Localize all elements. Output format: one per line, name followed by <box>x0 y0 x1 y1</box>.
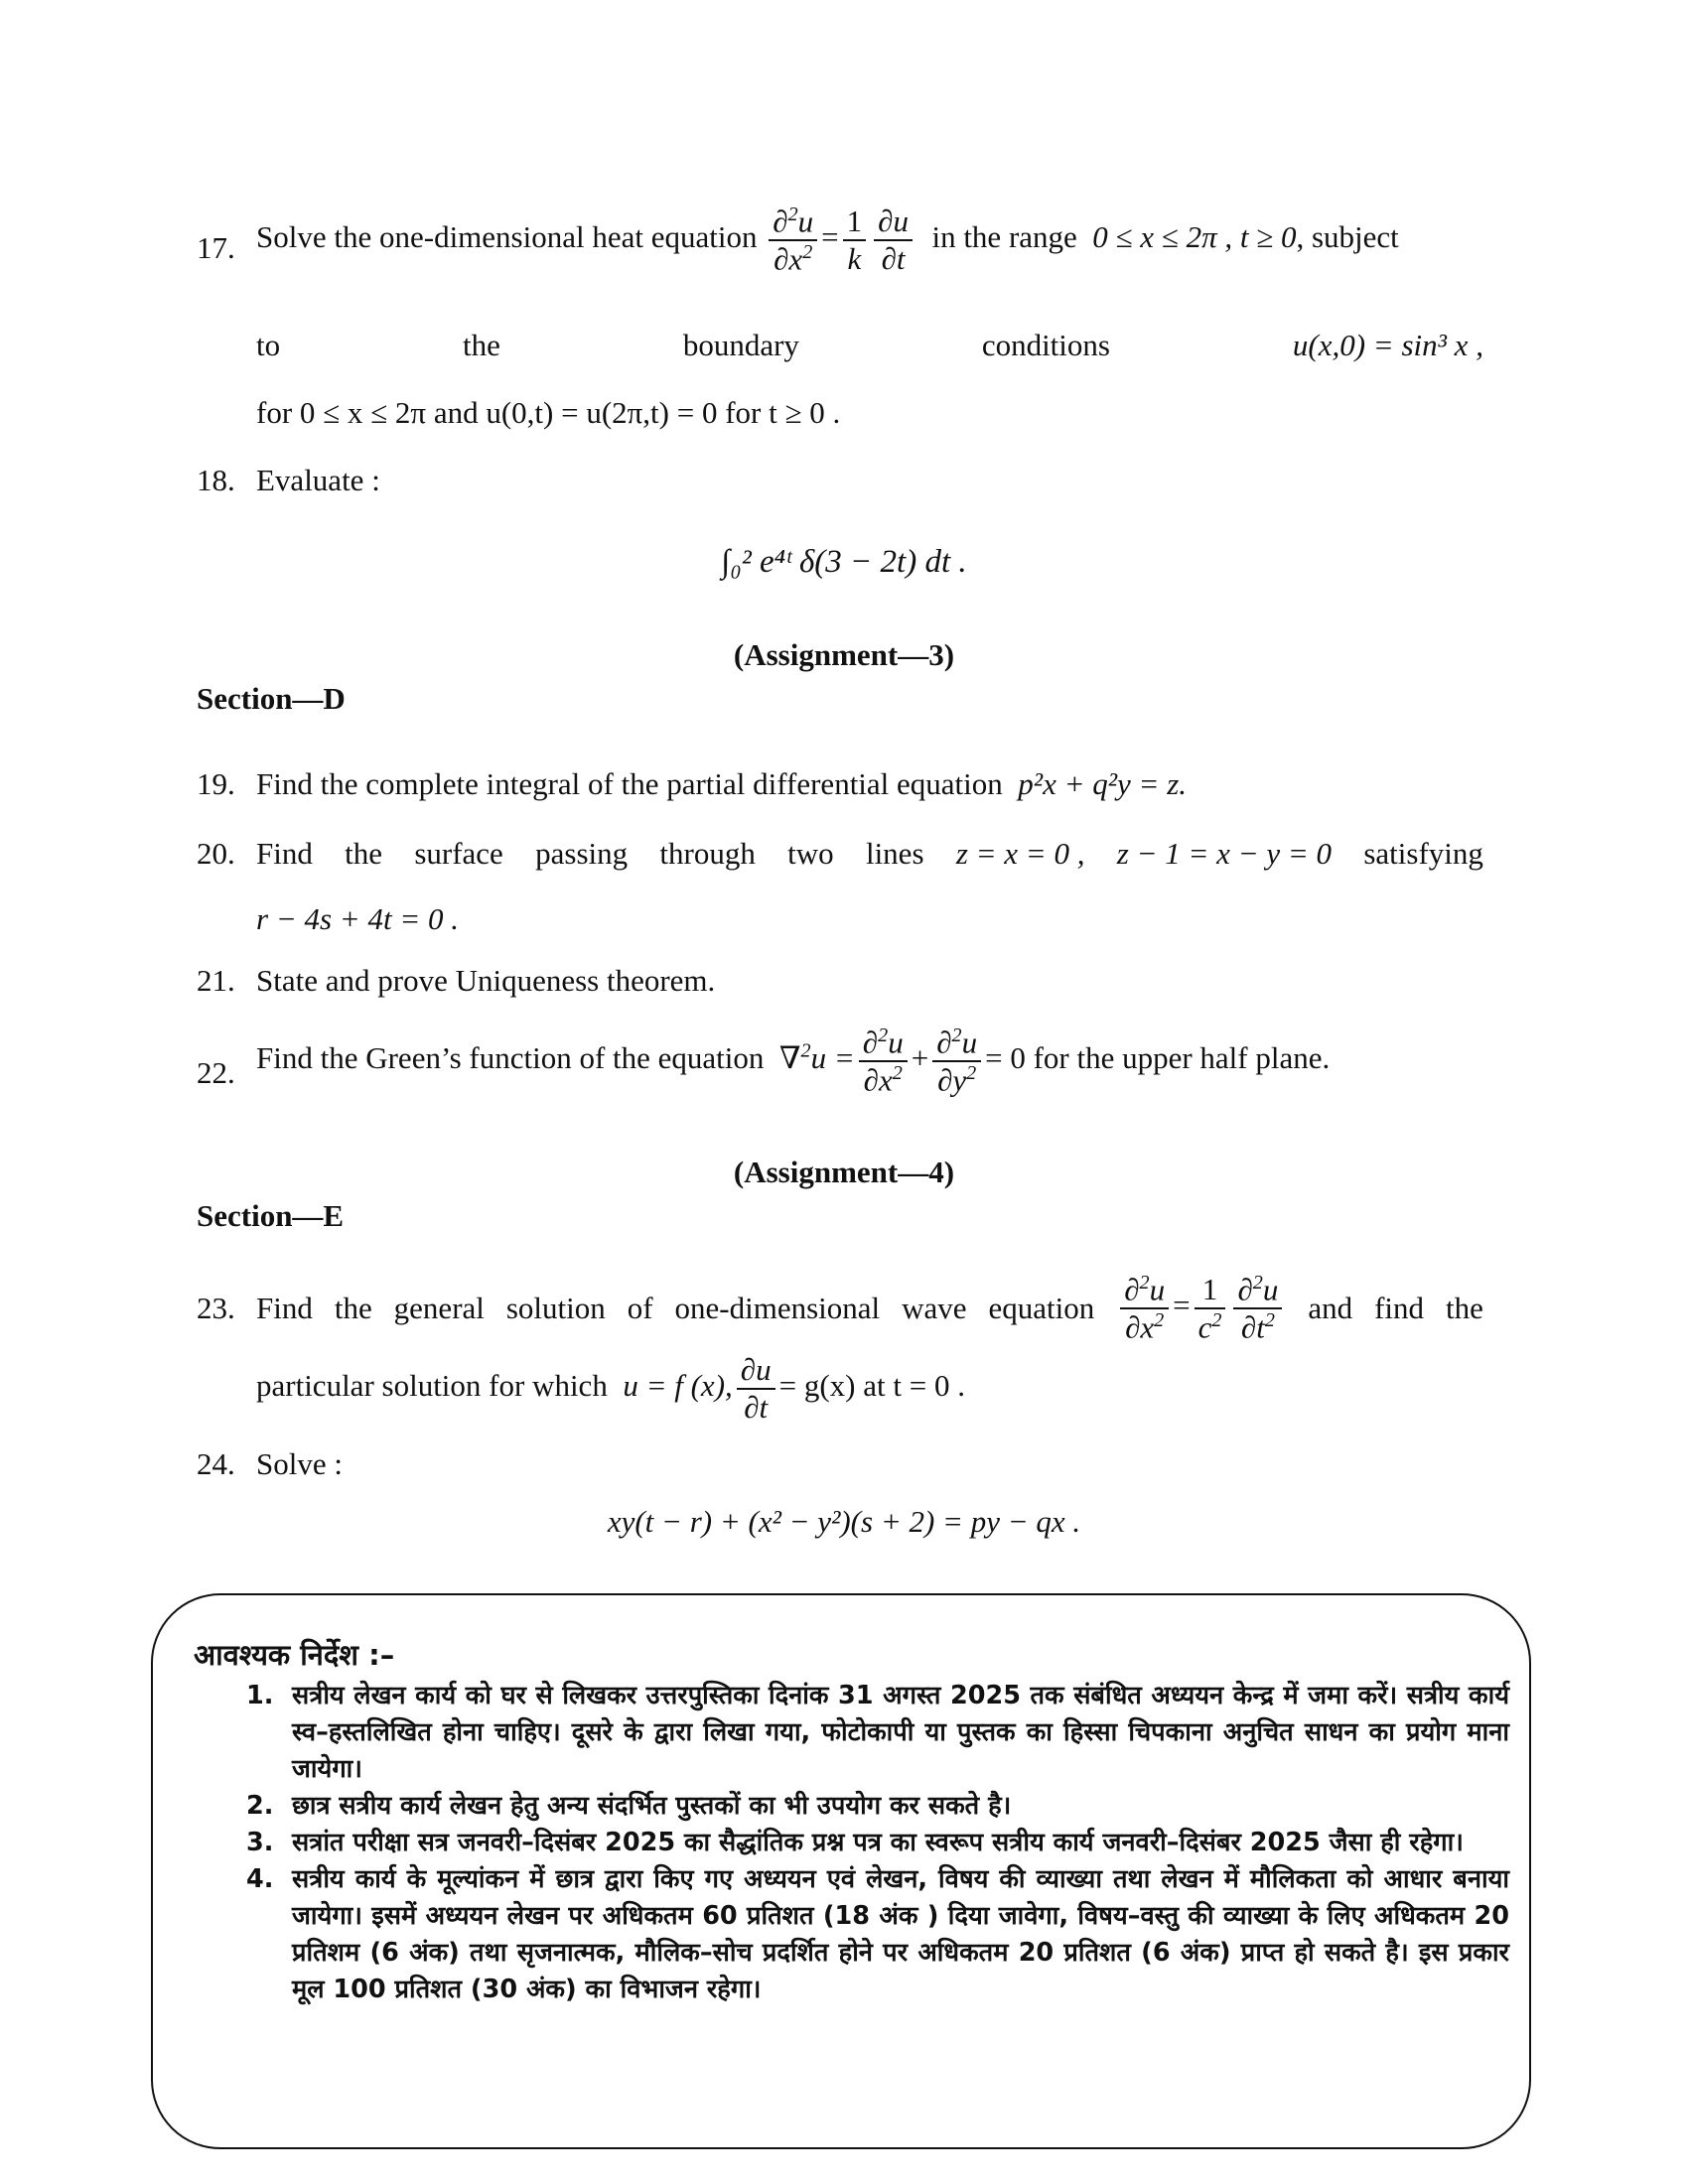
q24-lead: Solve : <box>256 1446 343 1481</box>
section-d-heading: Section—D <box>197 681 346 716</box>
q17-word: boundary <box>682 328 799 362</box>
instruction-item: 2. छात्र सत्रीय कार्य लेखन हेतु अन्य संदर्भित पुस्तकों का भी उपयोग कर सकते है। <box>246 1791 1012 1821</box>
instruction-item: 4. सत्रीय कार्य के मूल्यांकन में छात्र द्वारा किए गए अध्ययन एवं लेखन, विषय की व्याख्या तथा लेखन में मौलिकता को आधार बनाया जायेगा। इसमें अध्ययन लेखन पर अधिकतम 60 प्रतिशत (18 अंक ) दिया जावेगा, विषय–वस्तु की व्याख्या के लिए अधिकतम 20 प्रतिशम (6 अंक) तथा सृजनात्मक, मौलिक–सोच प्रदर्शित होने पर अधिकतम 20 प्रतिशत (6 अंक) प्राप्त हो सकते है। इस प्रकार मूल 100 प्रतिशत (30 अंक) का विभाजन रहेगा। <box>246 1864 1509 2004</box>
assignment4-title: (Assignment—4) <box>733 1155 955 1189</box>
q17-lhs-fraction: $\frac{\partial^2u}{\partial x^2}$ <box>769 204 817 277</box>
instruction-item: 3. सत्रांत परीक्षा सत्र जनवरी–दिसंबर 2025 का सैद्धांतिक प्रश्न पत्र का स्वरूप सत्रीय कार्य जनवरी–दिसंबर 2025 जैसा ही रहेगा। <box>246 1828 1464 1857</box>
q20-word: surface <box>414 836 503 871</box>
q17-word: to <box>256 328 281 362</box>
q23-word: one-dimensional <box>674 1291 881 1325</box>
q20-word: the <box>345 836 383 871</box>
q23-word: solution <box>505 1291 606 1325</box>
q17-lead: Solve the one-dimensional heat equation <box>256 219 758 255</box>
section-e-heading: Section—E <box>197 1198 345 1233</box>
q23-word: Find <box>256 1291 313 1325</box>
q23-line2-lead: particular solution for which <box>256 1367 608 1403</box>
q21-text: State and prove Uniqueness theorem. <box>256 963 716 998</box>
q23-word: and <box>1308 1291 1353 1325</box>
q23-word: of <box>627 1291 653 1325</box>
q23-line1 <box>256 1259 1483 1358</box>
q17-word: the <box>463 328 500 362</box>
q20-number: 20. <box>197 836 235 871</box>
q17-rhs-fraction: $\frac{1}{k}$ <box>843 204 867 276</box>
q19-text: Find the complete integral of the partial differential equation <box>256 766 1003 801</box>
assignment3-title: (Assignment—3) <box>733 637 955 672</box>
q20-line1 <box>256 836 1483 872</box>
q20-line-eq-1: z = x = 0 , <box>955 836 1085 871</box>
q23-line2: particular solution for which u = f (x), $\frac{\partial u}{\partial t}$ = g(x) at t = 0 . <box>256 1352 965 1425</box>
q18-lead: Evaluate : <box>256 463 380 497</box>
q22-line: Find the Green’s function of the equation ∇$^2$u = $\frac{\partial^2u}{\partial x^2}$ + $\frac{\partial^2u}{\partial y^2}$ = 0 for the upper half plane. <box>256 1024 1331 1098</box>
q23-word: the <box>1445 1291 1483 1325</box>
q18-number: 18. <box>197 463 235 497</box>
q23-wave-equation: $\frac{\partial^2u}{\partial x^2}$ = $\frac{1}{c^2}$ $\frac{\partial^2u}{\partial t^2}$ <box>1116 1272 1286 1345</box>
instructions-heading: आवश्यक निर्देश :– <box>194 1638 395 1672</box>
q17-subject: , subject <box>1296 219 1399 255</box>
q20-word: through <box>659 836 756 871</box>
q23-initial-fraction: $\frac{\partial u}{\partial t}$ <box>737 1352 775 1425</box>
q23-number: 23. <box>197 1291 235 1325</box>
q19-equation: p²x + q²y = z. <box>1018 766 1188 801</box>
instructions-list <box>228 1678 1509 2008</box>
q23-word: find <box>1374 1291 1424 1325</box>
q21-number: 21. <box>197 963 235 998</box>
instruction-item: 1. सत्रीय लेखन कार्य को घर से लिखकर उत्तरपुस्तिका दिनांक 31 अगस्त 2025 तक संबंधित अध्ययन केन्द्र में जमा करें। सत्रीय कार्य स्व–हस्तलिखित होना चाहिए। दूसरे के द्वारा लिखा गया, फोटोकापी या पुस्तक का हिस्सा चिपकाना अनुचित साधन का प्रयोग माना जायेगा। <box>246 1681 1509 1784</box>
q23-word: the <box>334 1291 372 1325</box>
q23-word: equation <box>988 1291 1095 1325</box>
q20-word: satisfying <box>1363 836 1483 871</box>
q24-number: 24. <box>197 1446 235 1481</box>
q20-line2: r − 4s + 4t = 0 . <box>256 901 459 936</box>
q17-boundary-condition: u(x,0) = sin³ x , <box>1292 328 1483 362</box>
q20-line-eq-2: z − 1 = x − y = 0 <box>1116 836 1333 871</box>
q20-word: passing <box>535 836 629 871</box>
q22-tail: = 0 for the upper half plane. <box>985 1040 1331 1076</box>
q24-equation: xy(t − r) + (x² − y²)(s + 2) = py − qx . <box>607 1504 1081 1539</box>
q22-number: 22. <box>197 1055 235 1090</box>
q22-fraction-x: $\frac{\partial^2u}{\partial x^2}$ <box>859 1024 908 1098</box>
q17-word: conditions <box>981 328 1110 362</box>
q17-line3: for 0 ≤ x ≤ 2π and u(0,t) = u(2π,t) = 0 for t ≥ 0 . <box>256 395 841 430</box>
q17-rhs-partial: $\frac{\partial u}{\partial t}$ <box>874 204 913 276</box>
q17-range-label: in the range <box>931 219 1077 255</box>
q23-word: wave <box>902 1291 967 1325</box>
q20-word: two <box>787 836 834 871</box>
q17-line1: Solve the one-dimensional heat equation $\frac{\partial^2u}{\partial x^2}$ = $\frac{1}{k}$ $\frac{\partial u}{\partial t}$ in the range 0 ≤ x ≤ 2π , t ≥ 0, subject <box>256 204 1399 277</box>
q18-integral: ∫₀² e⁴ᵗ δ(3 − 2t) dt . <box>721 544 967 580</box>
q23-line2-tail: = g(x) at t = 0 . <box>778 1367 965 1403</box>
q20-word: Find <box>256 836 313 871</box>
q17-range: 0 ≤ x ≤ 2π , t ≥ 0 <box>1092 219 1297 255</box>
q20-word: lines <box>865 836 924 871</box>
q23-word: general <box>393 1291 485 1325</box>
q17-line2 <box>256 328 1483 363</box>
q22-fraction-y: $\frac{\partial^2u}{\partial y^2}$ <box>932 1024 981 1098</box>
q19-line <box>256 766 1187 802</box>
q19-number: 19. <box>197 766 235 801</box>
q22-lead: Find the Green’s function of the equation <box>256 1040 765 1076</box>
q17-number: 17. <box>197 230 235 265</box>
